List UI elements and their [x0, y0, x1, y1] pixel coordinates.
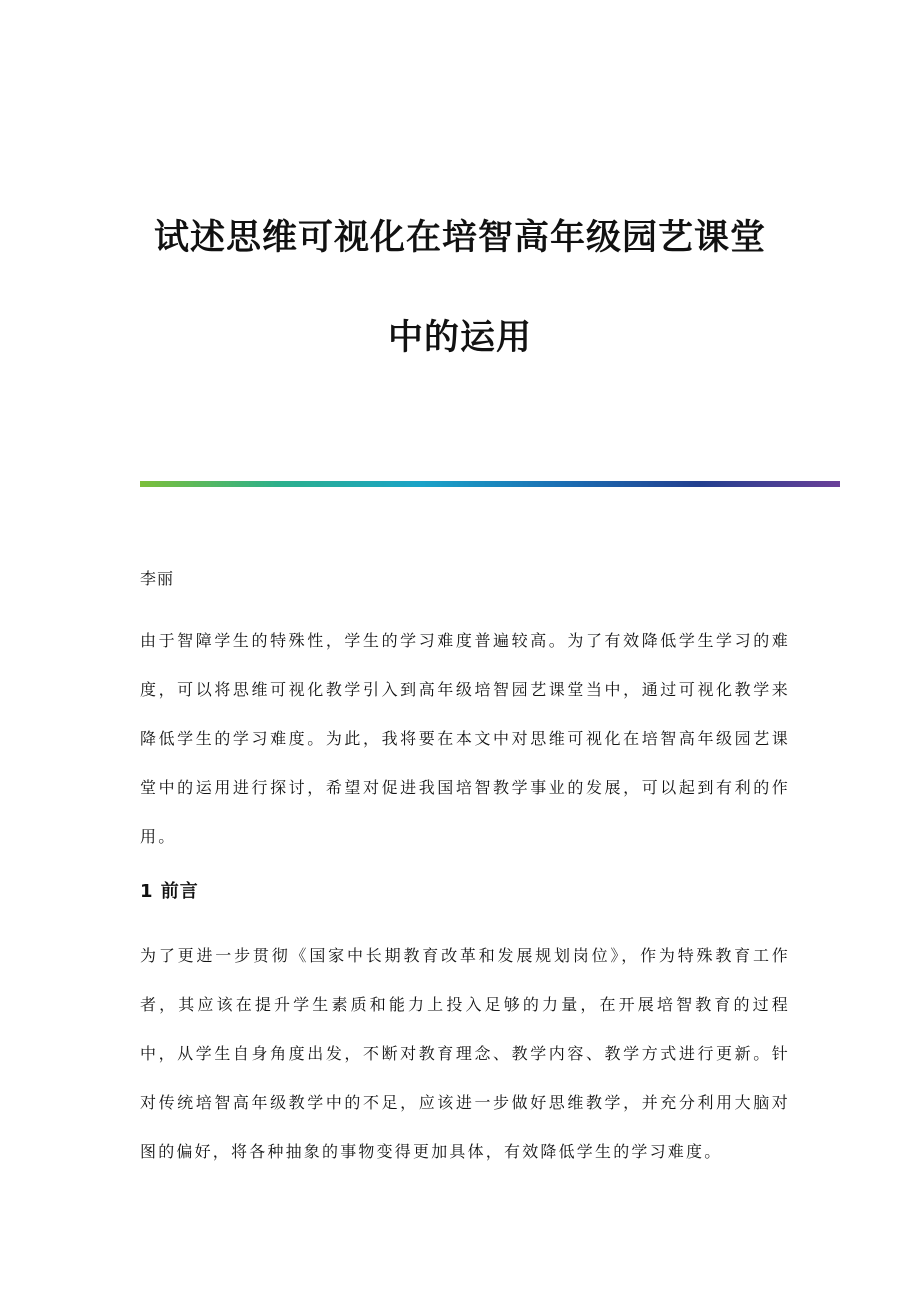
introduction-paragraph: 为了更进一步贯彻《国家中长期教育改革和发展规划岗位》，作为特殊教育工作者，其应该在提升学生素质和能力上投入足够的力量，在开展培智教育的过程中，从学生自身角度出发，不断对教育理念、教学内容、教学方式进行更新。针对传统培智高年级教学中的不足，应该进一步做好思维教学，并充分利用大脑对图的偏好，将各种抽象的事物变得更加具体，有效降低学生的学习难度。	[140, 946, 790, 1161]
abstract-paragraph: 由于智障学生的特殊性，学生的学习难度普遍较高。为了有效降低学生学习的难度，可以将思维可视化教学引入到高年级培智园艺课堂当中，通过可视化教学来降低学生的学习难度。为此，我将要在本文中对思维可视化在培智高年级园艺课堂中的运用进行探讨，希望对促进我国培智教学事业的发展，可以起到有利的作用。	[140, 631, 790, 846]
gradient-divider	[140, 481, 840, 487]
document-body	[140, 560, 790, 1176]
author-name: 李丽	[140, 569, 175, 588]
section-heading-introduction: 1 前言	[140, 881, 199, 902]
document-title	[0, 188, 920, 388]
title-line-2: 中的运用	[387, 318, 532, 358]
title-line-1: 试述思维可视化在培智高年级园艺课堂	[153, 218, 766, 258]
